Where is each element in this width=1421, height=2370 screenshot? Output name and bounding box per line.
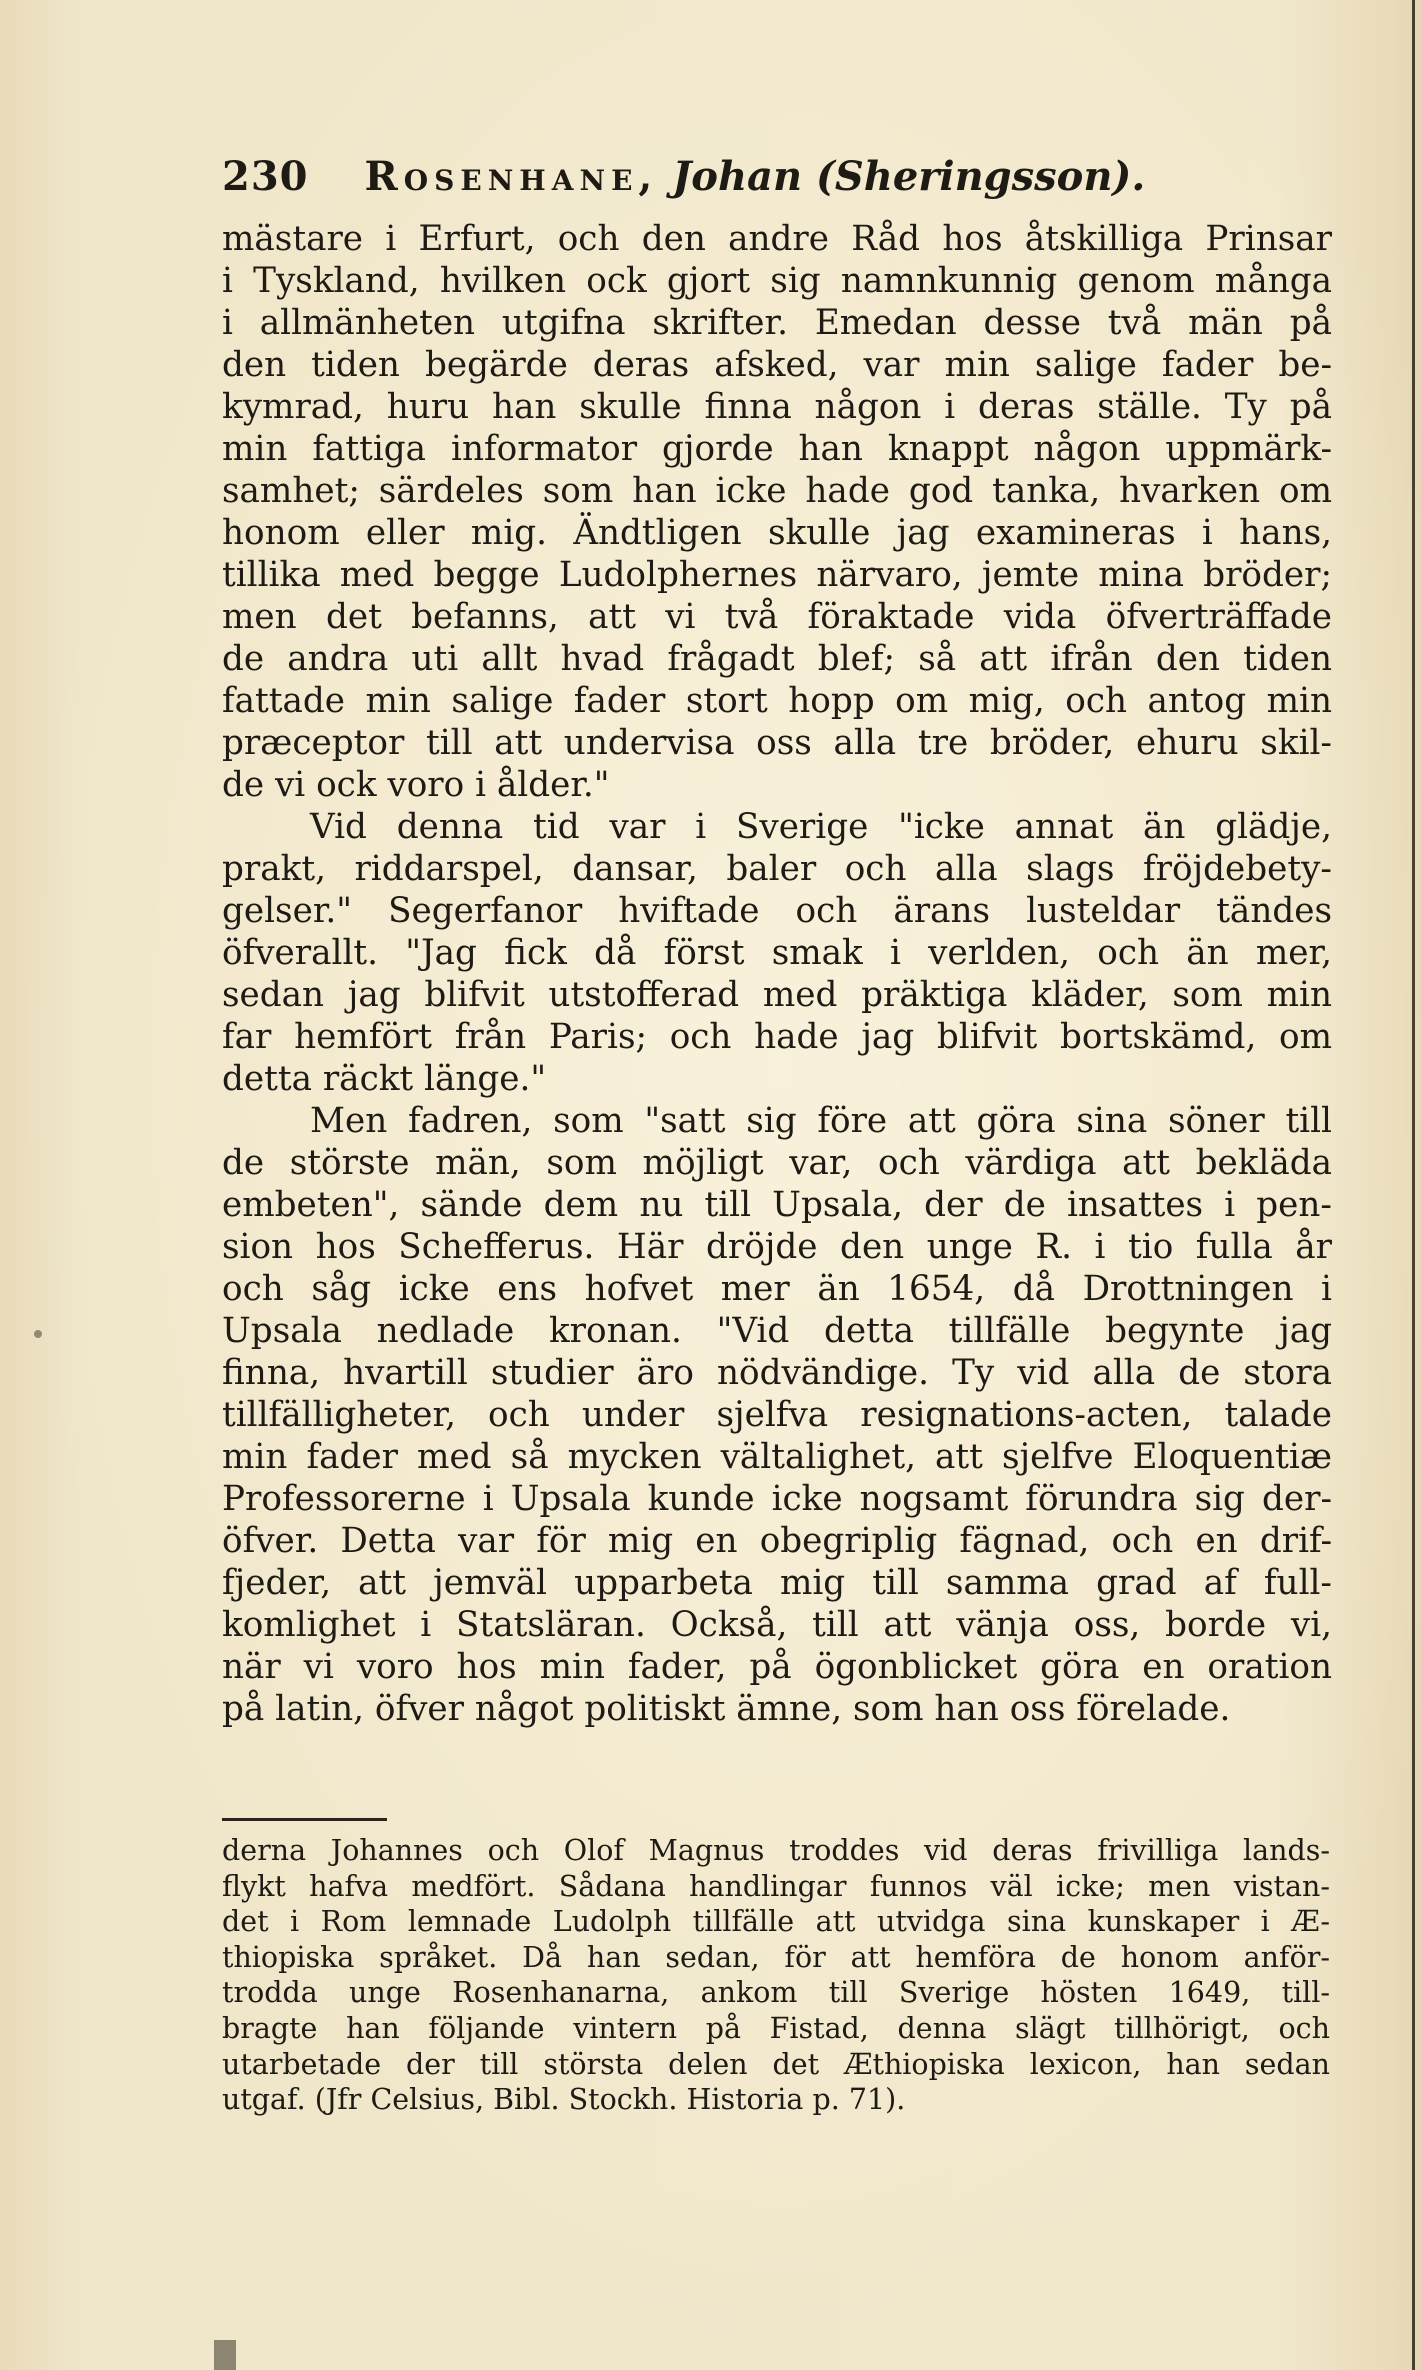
text-line: prakt, riddarspel, dansar, baler och alla slags fröjdebety- bbox=[222, 849, 1332, 889]
running-header bbox=[222, 152, 1222, 202]
text-line: öfverallt. "Jag fick då först smak i verlden, och än mer, bbox=[222, 933, 1332, 973]
text-line: præceptor till att undervisa oss alla tre bröder, ehuru skil- bbox=[222, 723, 1332, 763]
text-line: öfver. Detta var för mig en obegriplig fägnad, och en drif- bbox=[222, 1521, 1332, 1561]
footnote-line: det i Rom lemnade Ludolph tillfälle att utvidga sina kunskaper i Æ- bbox=[222, 1905, 1330, 1939]
text-line: på latin, öfver något politiskt ämne, som han oss förelade. bbox=[222, 1689, 1231, 1729]
text-line: tillfälligheter, och under sjelfva resignations-acten, talade bbox=[222, 1395, 1332, 1435]
text-line: de vi ock voro i ålder." bbox=[222, 765, 610, 805]
text-line: de andra uti allt hvad frågadt blef; så att ifrån den tiden bbox=[222, 639, 1332, 679]
bottom-stain bbox=[214, 2340, 236, 2370]
header-surname: Rosenhane, bbox=[364, 153, 659, 200]
text-line: gelser." Segerfanor hviftade och ärans lusteldar tändes bbox=[222, 891, 1332, 931]
text-line: Upsala nedlade kronan. "Vid detta tillfälle begynte jag bbox=[222, 1311, 1332, 1351]
paragraph-start-line: Men fadren, som "satt sig före att göra sina söner till bbox=[310, 1101, 1332, 1141]
text-line: min fattiga informator gjorde han knappt någon uppmärk- bbox=[222, 429, 1332, 469]
footnote-line: flykt hafva medfört. Sådana handlingar funnos väl icke; men vistan- bbox=[222, 1869, 1330, 1903]
text-line: min fader med så mycken vältalighet, att sjelfve Eloquentiæ bbox=[222, 1437, 1332, 1477]
footnote-line: utgaf. (Jfr Celsius, Bibl. Stockh. Historia p. 71). bbox=[222, 2083, 906, 2117]
text-line: när vi voro hos min fader, på ögonblicket göra en oration bbox=[222, 1647, 1332, 1687]
text-line: komlighet i Statsläran. Också, till att vänja oss, borde vi, bbox=[222, 1605, 1332, 1645]
text-line: finna, hvartill studier äro nödvändige. Ty vid alla de stora bbox=[222, 1353, 1332, 1393]
footnote-line: trodda unge Rosenhanarna, ankom till Sverige hösten 1649, till- bbox=[222, 1976, 1330, 2010]
footnote-line: bragte han följande vintern på Fistad, denna slägt tillhörigt, och bbox=[222, 2011, 1330, 2045]
main-text bbox=[222, 218, 1332, 1730]
text-line: Professorerne i Upsala kunde icke nogsamt förundra sig der- bbox=[222, 1479, 1332, 1519]
text-line: mästare i Erfurt, och den andre Råd hos åtskilliga Prinsar bbox=[222, 219, 1332, 259]
text-line: kymrad, huru han skulle finna någon i deras ställe. Ty på bbox=[222, 387, 1332, 427]
page-number: 230 bbox=[222, 153, 309, 200]
text-line: i allmänheten utgifna skrifter. Emedan desse två män på bbox=[222, 303, 1332, 343]
text-line: i Tyskland, hvilken ock gjort sig namnkunnig genom många bbox=[222, 261, 1332, 301]
header-given-name: Johan (Sheringsson). bbox=[672, 153, 1146, 200]
text-line: fattade min salige fader stort hopp om mig, och antog min bbox=[222, 681, 1332, 721]
margin-spot bbox=[34, 1330, 42, 1338]
text-line: embeten", sände dem nu till Upsala, der de insattes i pen- bbox=[222, 1185, 1332, 1225]
text-line: de störste män, som möjligt var, och värdiga att bekläda bbox=[222, 1143, 1332, 1183]
footnote-line: utarbetade der till största delen det Æthiopiska lexicon, han sedan bbox=[222, 2047, 1330, 2081]
footnote-divider bbox=[222, 1818, 387, 1821]
footnote bbox=[222, 1833, 1330, 2118]
text-line: sion hos Schefferus. Här dröjde den unge R. i tio fulla år bbox=[222, 1227, 1332, 1267]
footnote-line: derna Johannes och Olof Magnus troddes vid deras frivilliga lands- bbox=[222, 1834, 1330, 1867]
text-line: far hemfört från Paris; och hade jag blifvit bortskämd, om bbox=[222, 1017, 1332, 1057]
text-line: detta räckt länge." bbox=[222, 1059, 547, 1099]
text-line: tillika med begge Ludolphernes närvaro, jemte mina bröder; bbox=[222, 555, 1332, 595]
footnote-line: thiopiska språket. Då han sedan, för att hemföra de honom anför- bbox=[222, 1940, 1330, 1974]
text-line: och såg icke ens hofvet mer än 1654, då Drottningen i bbox=[222, 1269, 1332, 1309]
text-line: samhet; särdeles som han icke hade god tanka, hvarken om bbox=[222, 471, 1332, 511]
text-line: honom eller mig. Ändtligen skulle jag examineras i hans, bbox=[222, 513, 1332, 553]
text-line: den tiden begärde deras afsked, var min salige fader be- bbox=[222, 345, 1332, 385]
text-line: fjeder, att jemväl upparbeta mig till samma grad af full- bbox=[222, 1563, 1332, 1603]
text-line: sedan jag blifvit utstofferad med präktiga kläder, som min bbox=[222, 975, 1332, 1015]
text-line: men det befanns, att vi två föraktade vida öfverträffade bbox=[222, 597, 1332, 637]
page-edge bbox=[1412, 0, 1415, 2370]
paragraph-start-line: Vid denna tid var i Sverige "icke annat än glädje, bbox=[310, 807, 1332, 847]
